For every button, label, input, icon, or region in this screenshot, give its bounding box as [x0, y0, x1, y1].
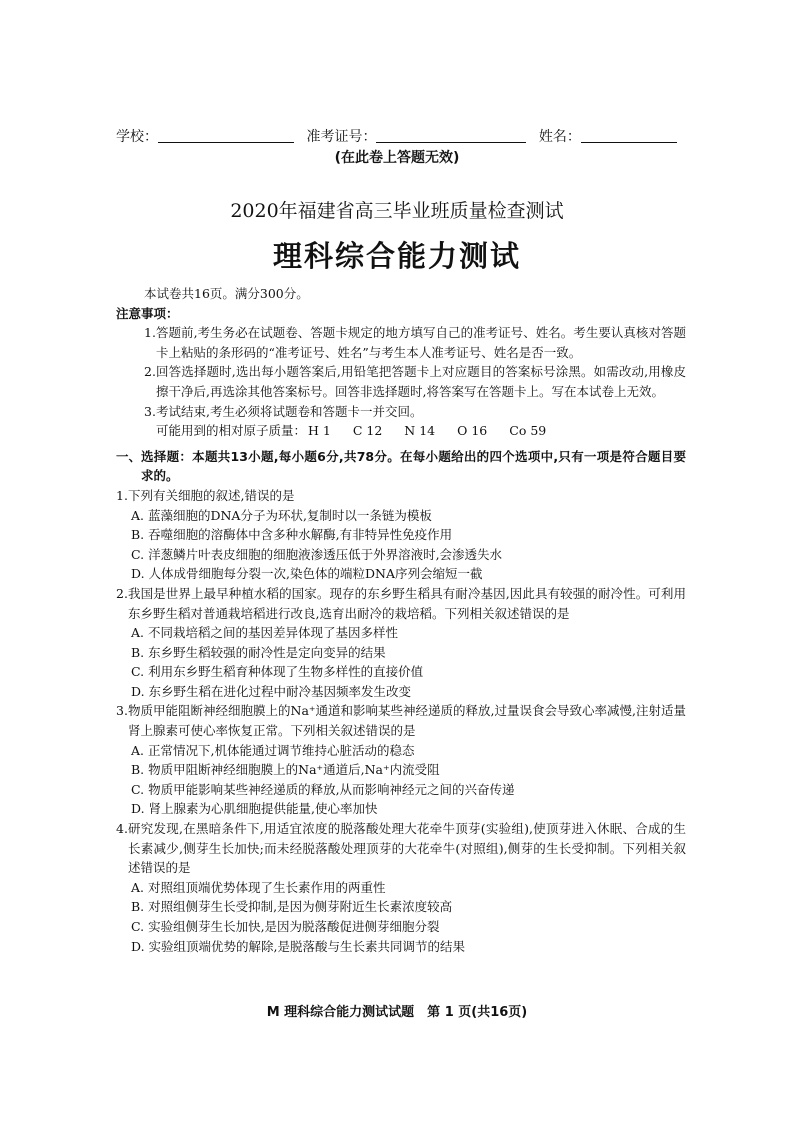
section-heading [116, 447, 686, 486]
exam-number-label: 准考证号： [306, 129, 377, 145]
atomic-masses-line [116, 421, 686, 441]
invalid-answer-note: (在此卷上答题无效) [334, 150, 460, 166]
intro-text: 本试卷共16页。满分300分。 [144, 286, 309, 301]
exam-number-blank [376, 128, 526, 143]
question-number: 3. [116, 703, 128, 719]
atomic-mass: Co 59 [509, 423, 547, 439]
section-instructions: 选择题：本题共13小题,每小题6分,共78分。在每小题给出的四个选项中,只有一项是符合题目要求的。 [141, 448, 686, 484]
exam-title: 2020年福建省高三毕业班质量检查测试 [230, 200, 564, 222]
option-d: D. 人体成骨细胞每分裂一次,染色体的端粒DNA序列会缩短一截 [131, 566, 483, 582]
question-stem: 下列有关细胞的叙述,错误的是 [128, 487, 295, 503]
atomic-mass: N 14 [404, 423, 436, 439]
exam-number-field [306, 126, 526, 148]
notice-item-text: 考试结束,考生必须将试题卷和答题卡一并交回。 [156, 403, 423, 419]
school-label: 学校： [116, 129, 158, 145]
exam-body [116, 284, 686, 956]
question-stem: 研究发现,在黑暗条件下,用适宜浓度的脱落酸处理大花牵牛顶芽(实验组),使顶芽进入休眠、合成的生长素减少,侧芽生长加快;而未经脱落酸处理顶芽的大花牵牛(对照组),侧芽的生长受抑制。下列相关叙述错误的是 [128, 821, 686, 876]
atomic-mass: H 1 [308, 423, 331, 439]
section-number: 一、 [116, 448, 142, 464]
option-b: B. 东乡野生稻较强的耐冷性是定向变异的结果 [131, 644, 386, 660]
notice-item [116, 323, 686, 362]
option-d: D. 实验组顶端优势的解除,是脱落酸与生长素共同调节的结果 [131, 938, 465, 954]
question-stem-row [116, 486, 686, 506]
option-a: A. 蓝藻细胞的DNA分子为环状,复制时以一条链为模板 [131, 507, 432, 523]
notice-item-number: 3. [144, 403, 156, 419]
option-b: B. 物质甲阻断神经细胞膜上的Na⁺通道后,Na⁺内流受阻 [131, 762, 440, 778]
question-stem: 物质甲能阻断神经细胞膜上的Na⁺通道和影响某些神经递质的释放,过量误食会导致心率减慢,注射适量肾上腺素可使心率恢复正常。下列相关叙述错误的是 [128, 703, 686, 739]
option-d: D. 肾上腺素为心肌细胞提供能量,使心率加快 [131, 801, 378, 817]
notice-item [116, 402, 686, 422]
option-c: C. 利用东乡野生稻育种体现了生物多样性的直接价值 [131, 664, 424, 680]
page-footer: M 理科综合能力测试试题 第 1 页(共16页) [266, 1005, 528, 1020]
option-a: A. 不同栽培稻之间的基因差异体现了基因多样性 [131, 625, 398, 641]
question-4 [116, 819, 686, 956]
notice-item-number: 1. [144, 325, 156, 341]
question-stem-row [116, 701, 686, 740]
atomic-masses-label: 可能用到的相对原子质量： [156, 423, 307, 439]
option-c: C. 物质甲能影响某些神经递质的释放,从而影响神经元之间的兴奋传递 [131, 781, 515, 797]
question-number: 2. [116, 585, 128, 601]
option-b: B. 对照组侧芽生长受抑制,是因为侧芽附近生长素浓度较高 [131, 899, 453, 915]
notice-item-number: 2. [144, 364, 156, 380]
candidate-info-row [116, 126, 686, 148]
option-c: C. 实验组侧芽生长加快,是因为脱落酸促进侧芽细胞分裂 [131, 919, 440, 934]
option-c: C. 洋葱鳞片叶表皮细胞的细胞液渗透压低于外界溶液时,会渗透失水 [131, 546, 503, 562]
option-a: A. 正常情况下,机体能通过调节维持心脏活动的稳态 [131, 742, 415, 758]
option-a: A. 对照组顶端优势体现了生长素作用的两重性 [131, 879, 386, 895]
question-2 [116, 584, 686, 702]
option-d: D. 东乡野生稻在进化过程中耐冷基因频率发生改变 [131, 683, 412, 699]
name-blank [581, 128, 677, 143]
question-number: 4. [116, 821, 128, 837]
question-stem-row [116, 819, 686, 878]
atomic-mass: O 16 [457, 423, 488, 439]
school-blank [158, 128, 294, 143]
school-field [116, 126, 294, 148]
question-stem-row [116, 584, 686, 623]
main-title: 理科综合能力测试 [272, 239, 521, 273]
name-label: 姓名： [538, 129, 581, 145]
question-stem: 我国是世界上最早种植水稻的国家。现存的东乡野生稻具有耐冷基因,因此具有较强的耐冷性。可利用东乡野生稻对普通栽培稻进行改良,选育出耐冷的栽培稻。下列相关叙述错误的是 [128, 585, 686, 621]
notice-item-text: 回答选择题时,选出每小题答案后,用铅笔把答题卡上对应题目的答案标号涂黑。如需改动,用橡皮擦干净后,再选涂其他答案标号。回答非选择题时,将答案写在答题卡上。写在本试卷上无效。 [156, 364, 686, 399]
question-number: 1. [116, 487, 128, 503]
notice-title: 注意事项： [116, 305, 179, 321]
question-3 [116, 701, 686, 819]
atomic-mass: C 12 [352, 423, 383, 439]
question-1 [116, 486, 686, 584]
name-field [539, 126, 677, 148]
option-b: B. 吞噬细胞的溶酶体中含多种水解酶,有非特异性免疫作用 [131, 527, 453, 543]
notice-item-text: 答题前,考生务必在试题卷、答题卡规定的地方填写自己的准考证号、姓名。考生要认真核对答题卡上粘贴的条形码的“准考证号、姓名”与考生本人准考证号、姓名是否一致。 [156, 325, 686, 360]
notice-item [116, 362, 686, 401]
